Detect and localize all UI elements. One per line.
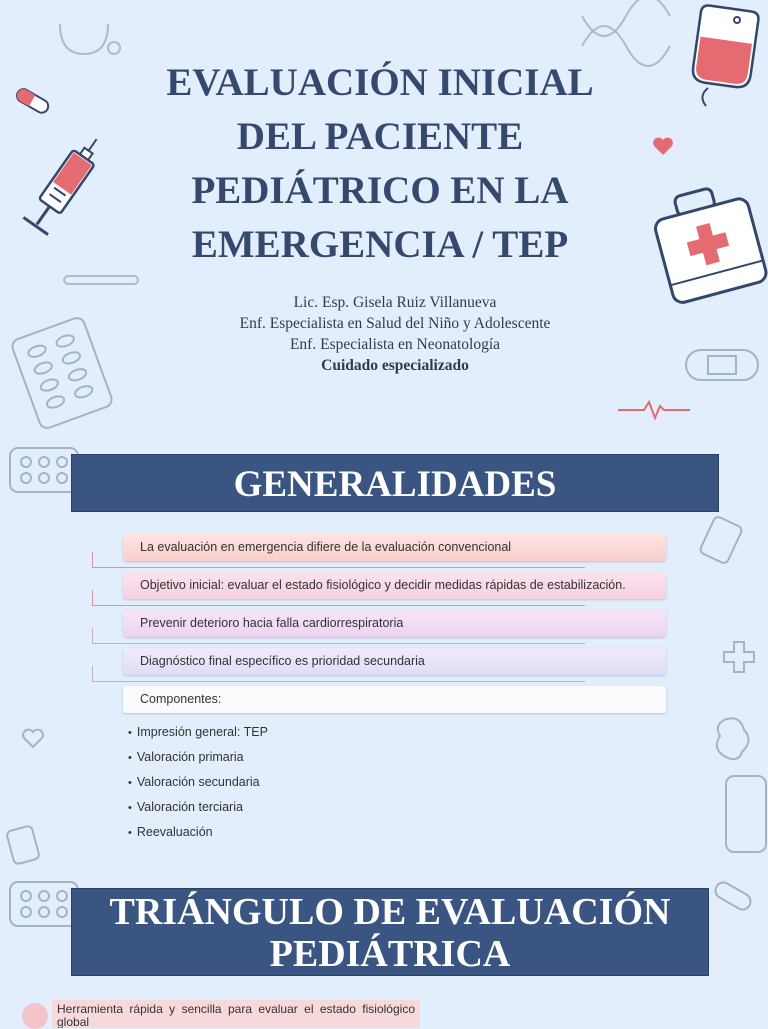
- list-item: La evaluación en emergencia difiere de la evaluación convencional: [123, 534, 666, 561]
- title-line: PEDIÁTRICO EN LA: [191, 169, 569, 212]
- pill-pack-icon: [8, 444, 80, 498]
- heart-outline-icon: [22, 728, 44, 750]
- pill-pack-icon-2: [8, 878, 80, 932]
- heart-icon: [652, 136, 674, 158]
- first-aid-kit-icon: [654, 178, 764, 318]
- list-item: Herramienta rápida y sencilla para evaluar el estado fisiológico global: [52, 1000, 420, 1028]
- thermometer-icon: [62, 270, 142, 290]
- author-block: [150, 292, 640, 376]
- blood-bag-icon: [686, 4, 760, 110]
- dna-icon: [580, 6, 670, 56]
- stethoscope-icon: [56, 18, 126, 64]
- section-heading-triangulo: [71, 888, 709, 976]
- title-line: DEL PACIENTE: [236, 115, 524, 158]
- heartbeat-icon: [616, 398, 692, 422]
- list-item: Diagnóstico final específico es prioridad secundaria: [123, 648, 666, 675]
- author-specialty: Enf. Especialista en Salud del Niño y Adolescente: [239, 315, 551, 332]
- list-item: Objetivo inicial: evaluar el estado fisiológico y decidir medidas rápidas de estabilización.: [123, 572, 666, 599]
- list-item: Prevenir deterioro hacia falla cardiorrespiratoria: [123, 610, 666, 637]
- component-item: • Valoración terciaria: [128, 795, 268, 820]
- virus-icon: [714, 714, 754, 764]
- pill-blister-icon: [10, 318, 114, 428]
- bullet-circle: [22, 1003, 48, 1029]
- component-item: • Valoración primaria: [128, 745, 268, 770]
- heading-line: PEDIÁTRICA: [269, 933, 511, 975]
- title-line: EVALUACIÓN INICIAL: [166, 61, 594, 104]
- component-item: • Reevaluación: [128, 820, 268, 845]
- medicine-jar-icon: [4, 822, 44, 868]
- author-name: Lic. Esp. Gisela Ruiz Villanueva: [293, 294, 497, 311]
- section-heading-generalidades: GENERALIDADES: [71, 454, 719, 512]
- component-item: • Valoración secundaria: [128, 770, 268, 795]
- component-item: • Impresión general: TEP: [128, 720, 268, 745]
- page-title: [120, 56, 640, 272]
- author-specialty: Enf. Especialista en Neonatología: [289, 336, 501, 353]
- syringe-icon: [16, 128, 106, 253]
- pill-icon: [14, 86, 54, 116]
- list-item: Componentes:: [123, 686, 666, 713]
- cross-icon: [722, 640, 756, 674]
- components-list: [128, 720, 268, 845]
- bandage-icon: [684, 344, 760, 388]
- title-line: EMERGENCIA / TEP: [191, 223, 569, 266]
- monitor-icon: [720, 770, 768, 860]
- author-tagline: Cuidado especializado: [321, 357, 469, 374]
- heading-line: TRIÁNGULO DE EVALUACIÓN: [109, 891, 671, 933]
- bottle-icon: [696, 508, 746, 564]
- capsule-icon: [710, 876, 756, 916]
